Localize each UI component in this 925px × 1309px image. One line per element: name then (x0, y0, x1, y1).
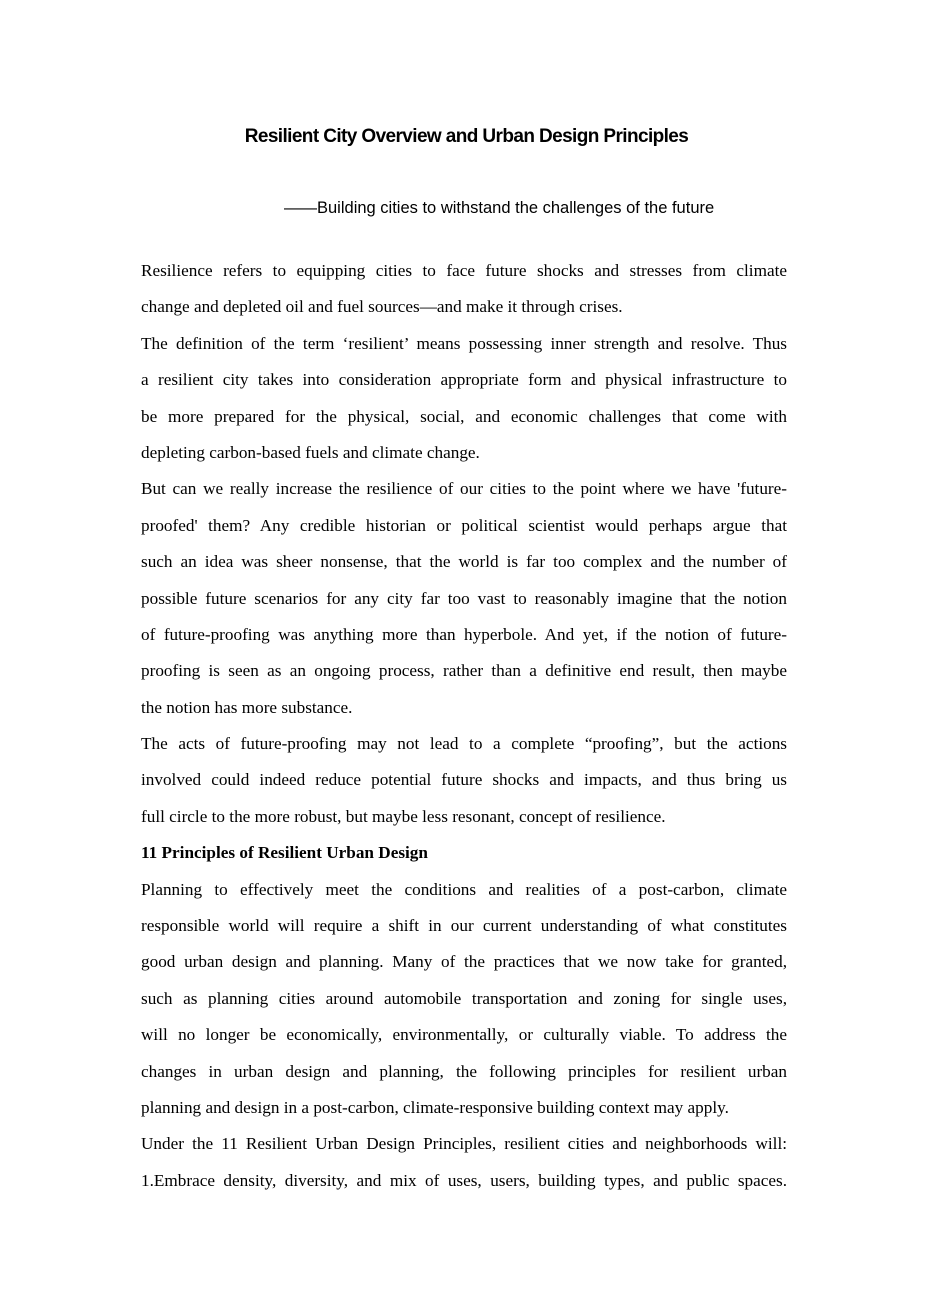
text-line: good urban design and planning. Many of the practices that we now take for granted, (141, 952, 787, 972)
text-line: the notion has more substance. (141, 697, 353, 717)
paragraph (141, 878, 787, 1133)
text-line: a resilient city takes into consideration appropriate form and physical infrastructure to (141, 370, 787, 390)
text-line: Resilience refers to equipping cities to face future shocks and stresses from climate (141, 261, 787, 280)
document-title: Resilient City Overview and Urban Design Principles (244, 126, 689, 147)
text-line: proofed' them? Any credible historian or political scientist would perhaps argue that (141, 515, 787, 535)
text-line: But can we really increase the resilience of our cities to the point where we have 'future- (141, 479, 787, 499)
paragraph (141, 259, 787, 332)
paragraph (141, 477, 787, 732)
text-line: possible future scenarios for any city far too vast to reasonably imagine that the notion (141, 588, 787, 608)
text-line: The definition of the term ‘resilient’ means possessing inner strength and resolve. Thus (141, 333, 787, 353)
text-line: Planning to effectively meet the conditions and realities of a post-carbon, climate (141, 879, 787, 899)
text-line: 1.Embrace density, diversity, and mix of uses, users, building types, and public spaces. (141, 1170, 787, 1190)
text-line: depleting carbon-based fuels and climate change. (141, 442, 480, 462)
text-line: changes in urban design and planning, the following principles for resilient urban (141, 1061, 787, 1081)
text-line: such an idea was sheer nonsense, that the world is far too complex and the number of (141, 552, 787, 572)
text-line: responsible world will require a shift in our current understanding of what constitutes (141, 916, 787, 936)
paragraph (141, 732, 787, 841)
text-line: planning and design in a post-carbon, climate-responsive building context may apply. (141, 1097, 729, 1117)
text-line: The acts of future-proofing may not lead to a complete “proofing”, but the actions (141, 734, 787, 754)
paragraph (141, 1169, 787, 1205)
text-line: involved could indeed reduce potential future shocks and impacts, and thus bring us (141, 770, 787, 790)
text-line: proofing is seen as an ongoing process, rather than a definitive end result, then maybe (141, 661, 787, 681)
text-line: Under the 11 Resilient Urban Design Principles, resilient cities and neighborhoods will: (141, 1134, 787, 1154)
text-line: 11 Principles of Resilient Urban Design (141, 843, 428, 863)
section-heading (141, 841, 787, 877)
paragraph (141, 1132, 787, 1168)
paragraph (141, 332, 787, 478)
document-subtitle: ——Building cities to withstand the challenges of the future (284, 199, 715, 217)
text-line: change and depleted oil and fuel sources—and make it through crises. (141, 297, 623, 317)
text-line: be more prepared for the physical, social, and economic challenges that come with (141, 406, 787, 426)
text-line: full circle to the more robust, but maybe less resonant, concept of resilience. (141, 806, 666, 826)
text-line: will no longer be economically, environmentally, or culturally viable. To address the (141, 1025, 787, 1045)
document-body (141, 259, 787, 1205)
text-line: such as planning cities around automobile transportation and zoning for single uses, (141, 988, 787, 1008)
text-line: of future-proofing was anything more than hyperbole. And yet, if the notion of future- (141, 624, 787, 644)
